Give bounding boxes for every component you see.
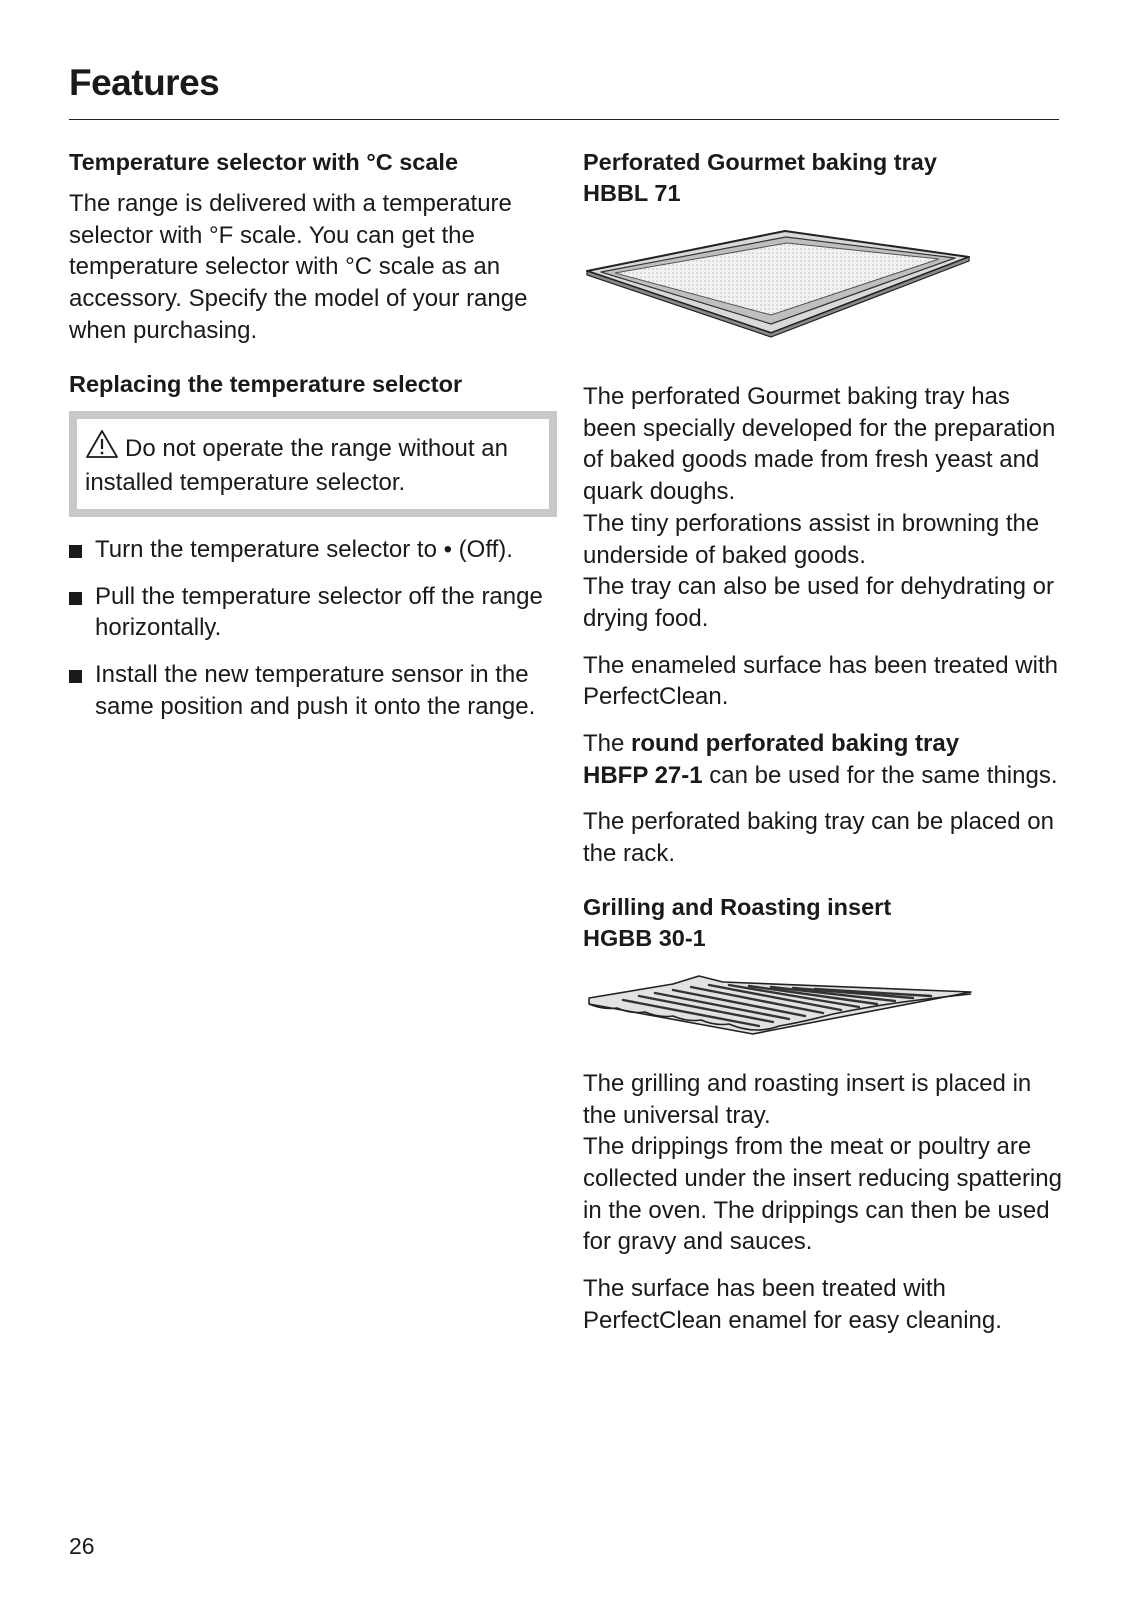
grill-insert-text1: The grilling and roasting insert is placed in the universal tray. xyxy=(583,1069,1032,1129)
step-text: Turn the temperature selector to • (Off). xyxy=(95,535,513,563)
grill-insert-model: HGBB 30-1 xyxy=(583,924,706,951)
gourmet-tray-text6: The perforated baking tray can be placed on the rack. xyxy=(583,808,1054,868)
gourmet-tray-text2: The tiny perforations assist in browning the underside of baked goods. xyxy=(583,509,1040,569)
replacement-steps xyxy=(69,534,549,723)
bullet-square-icon xyxy=(69,592,82,605)
list-item xyxy=(69,534,549,566)
gourmet-tray-model: HBBL 71 xyxy=(583,180,681,206)
text5-post: can be used for the same things. xyxy=(702,761,1058,789)
page-number: 26 xyxy=(69,1533,95,1559)
grill-insert-text2: The drippings from the meat or poultry are collected under the insert reducing spattering in the oven. The drippings can then be used for gravy and sauces. xyxy=(583,1133,1062,1256)
list-item xyxy=(69,659,549,722)
warning-box xyxy=(69,411,557,517)
step-text: Pull the temperature selector off the range horizontally. xyxy=(95,582,543,642)
gourmet-tray-heading-line1: Perforated Gourmet baking tray xyxy=(583,149,937,175)
perforated-baking-tray-illustration xyxy=(583,223,983,343)
warning-triangle-icon xyxy=(85,429,119,468)
grill-insert-heading-line1: Grilling and Roasting insert xyxy=(583,893,892,920)
bullet-square-icon xyxy=(69,545,82,558)
round-tray-name: round perforated baking tray xyxy=(631,730,960,758)
gourmet-tray-text1: The perforated Gourmet baking tray has been specially developed for the preparation of baked goods made from fresh yeast and quark doughs. xyxy=(583,383,1056,506)
grill-insert-text3: The surface has been treated with PerfectClean enamel for easy cleaning. xyxy=(583,1275,1002,1334)
warning-message: Do not operate the range without an installed temperature selector. xyxy=(85,434,508,497)
left-column xyxy=(69,147,549,737)
warning-text xyxy=(85,429,537,499)
gourmet-tray-text5 xyxy=(583,728,1063,791)
list-item xyxy=(69,581,549,644)
temp-selector-text: The range is delivered with a temperature selector with °F scale. You can get the temperature selector with °C scale as an accessory. Specify the model of your range when purchasing. xyxy=(69,190,528,344)
page-title: Features xyxy=(69,62,220,103)
round-tray-model: HBFP 27-1 xyxy=(583,761,703,789)
gourmet-tray-heading xyxy=(583,147,1063,209)
replacing-heading: Replacing the temperature selector xyxy=(69,370,463,397)
grill-insert-heading xyxy=(583,892,1063,954)
step-text: Install the new temperature sensor in the same position and push it onto the range. xyxy=(95,661,536,720)
grilling-roasting-insert-illustration xyxy=(583,964,983,1044)
temp-selector-heading: Temperature selector with °C scale xyxy=(69,149,459,175)
right-column xyxy=(583,147,1063,1336)
bullet-square-icon xyxy=(69,670,82,683)
text5-pre: The xyxy=(583,730,632,758)
gourmet-tray-text3: The tray can also be used for dehydrating or drying food. xyxy=(583,573,1054,632)
gourmet-tray-text4: The enameled surface has been treated with PerfectClean. xyxy=(583,651,1058,711)
title-divider xyxy=(69,119,1059,120)
